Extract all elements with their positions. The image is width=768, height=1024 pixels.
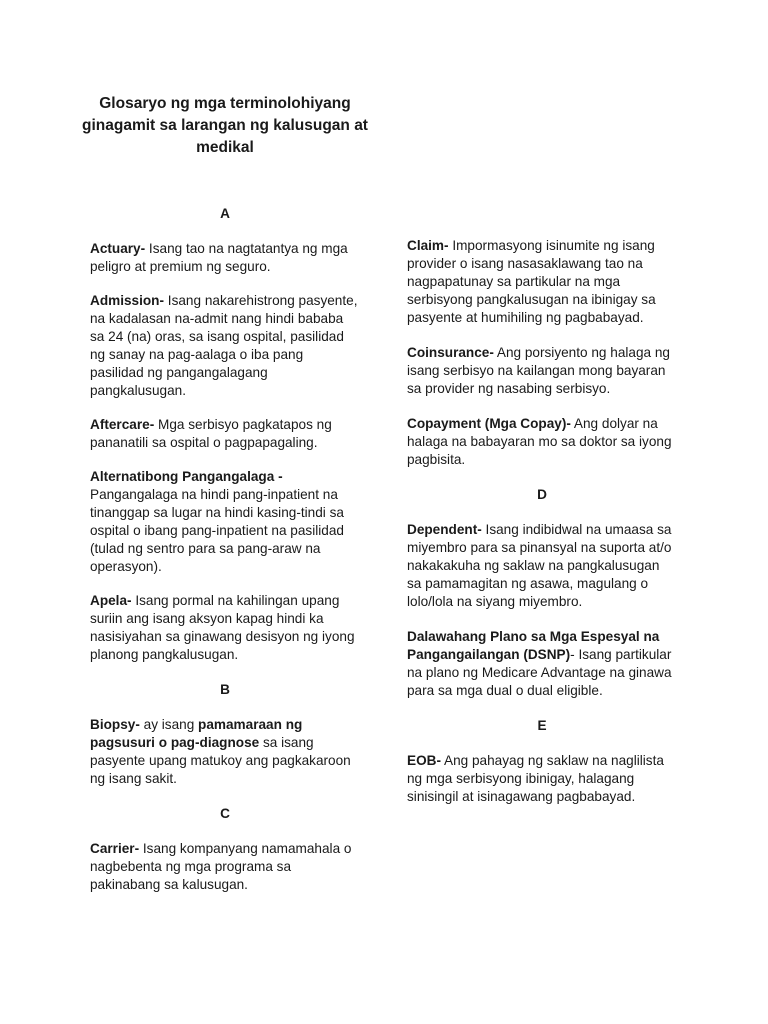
left-column: [90, 205, 360, 894]
section-heading-e: E: [537, 718, 547, 733]
entry-definition: Isang kompanyang namamahala o nagbebenta ng mga programa sa pakinabang sa kalusugan.: [90, 841, 352, 892]
glossary-entry-copayment: [407, 415, 677, 469]
right-column: [407, 237, 677, 806]
entry-term: Apela-: [90, 593, 132, 608]
glossary-entry-dependent: [407, 521, 677, 611]
entry-term: Carrier-: [90, 841, 140, 856]
glossary-entry-biopsy: [90, 716, 360, 788]
entry-definition: Isang pormal na kahilingan upang suriin ang isang aksyon kapag hindi ka nasisiyahan sa ginawang desisyon ng iyong planong pangkalusugan.: [90, 593, 355, 662]
entry-term: Dependent-: [407, 522, 482, 537]
entry-emphasis: pamamaraan ng pagsusuri o pag-diagnose: [90, 717, 303, 750]
entry-definition: - Isang partikular na plano ng Medicare Advantage na ginawa para sa mga dual o dual eligible.: [407, 647, 672, 698]
entry-term: Admission-: [90, 293, 165, 308]
entry-term: Dalawahang Plano sa Mga Espesyal na Pangangailangan (DSNP): [407, 629, 660, 662]
glossary-entry-dsnp: [407, 628, 677, 700]
glossary-entry-coinsurance: [407, 344, 677, 398]
entry-definition: Impormasyong isinumite ng isang provider o isang nasasaklawang tao na nagpapatunay sa partikular na mga serbisyong pangkalusugan na ibinigay sa pasyente at humihiling ng pagbabayad.: [407, 238, 656, 325]
glossary-entry-actuary: [90, 240, 360, 276]
entry-definition: Isang indibidwal na umaasa sa miyembro para sa pinansyal na suporta at/o nakakakuha ng saklaw na pangkalusugan sa pamamagitan ng asawa, magulang o lolo/lola na siyang miyembro.: [407, 522, 672, 609]
glossary-entry-eob: [407, 752, 677, 806]
entry-definition: Isang nakarehistrong pasyente, na kadalasan na-admit nang hindi bababa sa 24 (na) oras, sa isang ospital, pasilidad ng sanay na pag-aalaga o iba pang pasilidad ng pangangalagang pangkalusugan.: [90, 293, 358, 398]
section-heading-c: C: [220, 806, 230, 821]
glossary-entry-aftercare: [90, 416, 360, 452]
entry-definition: Ang pahayag ng saklaw na naglilista ng mga serbisyong ibinigay, halagang sinisingil at isinagawang pagbabayad.: [407, 753, 664, 804]
entry-definition: ay isang: [139, 717, 199, 732]
section-heading-b: B: [220, 682, 230, 697]
section-heading-a: A: [220, 206, 230, 221]
entry-term: Biopsy-: [90, 717, 140, 732]
entry-definition: Ang dolyar na halaga na babayaran mo sa doktor sa iyong pagbisita.: [407, 416, 672, 467]
entry-term: Alternatibong Pangangalaga -: [90, 469, 283, 484]
entry-term: Claim-: [407, 238, 449, 253]
glossary-entry-apela: [90, 592, 360, 664]
glossary-entry-alternatibong-pangangalaga: [90, 468, 360, 576]
entry-term: Copayment (Mga Copay)-: [407, 416, 571, 431]
entry-term: Aftercare-: [90, 417, 155, 432]
glossary-entry-admission: [90, 292, 360, 400]
entry-definition-rest: sa isang pasyente upang matukoy ang pagkakaroon ng isang sakit.: [90, 735, 351, 786]
glossary-entry-claim: [407, 237, 677, 327]
entry-definition: Isang tao na nagtatantya ng mga peligro at premium ng seguro.: [90, 241, 348, 274]
section-heading-d: D: [537, 487, 547, 502]
glossary-entry-carrier: [90, 840, 360, 894]
entry-definition: Mga serbisyo pagkatapos ng pananatili sa ospital o pagpapagaling.: [90, 417, 332, 450]
entry-term: EOB-: [407, 753, 441, 768]
entry-definition: Pangangalaga na hindi pang-inpatient na tinanggap sa lugar na hindi kasing-tindi sa ospital o ibang pang-inpatient na pasilidad (tulad ng sentro para sa pang-araw na operasyon).: [90, 487, 344, 574]
page-title: Glosaryo ng mga terminolohiyang ginagamit sa larangan ng kalusugan at medikal: [82, 95, 368, 156]
entry-term: Coinsurance-: [407, 345, 494, 360]
entry-term: Actuary-: [90, 241, 146, 256]
entry-definition: Ang porsiyento ng halaga ng isang serbisyo na kailangan mong bayaran sa provider ng nasabing serbisyo.: [407, 345, 670, 396]
